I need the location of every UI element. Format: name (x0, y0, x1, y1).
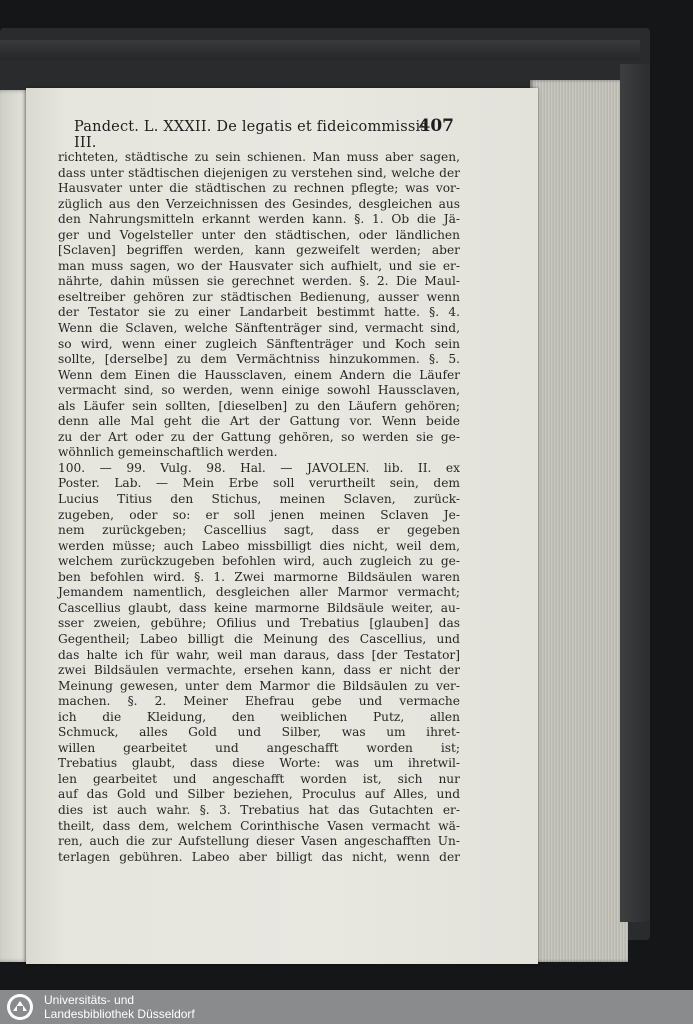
text-line: Gegentheil; Labeo billigt die Meinung des Cascellius, und (58, 631, 460, 646)
text-line: theilt, dass dem, welchem Corinthische Vasen vermacht wä- (58, 818, 460, 833)
text-line: ren, auch die zur Aufstellung dieser Vasen angeschafften Un- (58, 834, 460, 849)
library-name-line1: Universitäts- und (44, 993, 135, 1007)
text-line: ger und Vogelsteller unter den städtischen, oder ländlichen (58, 227, 460, 242)
text-line: Lucius Titius den Stichus, meinen Sclaven, zurück- (58, 492, 460, 507)
text-line: nährte, dahin müssen sie gerechnet werden. §. 2. Die Maul- (58, 274, 460, 289)
text-line: züglich aus den Verzeichnissen des Gesindes, desgleichen aus (58, 196, 460, 211)
text-line: Wenn die Sclaven, welche Sänftenträger sind, vermacht sind, (58, 321, 460, 336)
text-line: wöhnlich gemeinschaftlich werden. (58, 445, 278, 460)
page-header (74, 116, 454, 151)
text-line: machen. §. 2. Meiner Ehefrau gebe und vermache (58, 694, 460, 709)
text-line: sollte, [derselbe] zu dem Vermächtniss hinzukommen. §. 5. (58, 352, 460, 367)
page-block-edge (530, 80, 628, 962)
text-line: denn alle Mal geht die Art der Gattung vor. Wenn beide (58, 414, 460, 429)
text-line: ich die Kleidung, den weiblichen Putz, allen (58, 709, 460, 724)
text-line: Trebatius glaubt, dass diese Worte: was um ihretwil- (58, 756, 460, 771)
text-line: auf das Gold und Silber beziehen, Proculus auf Alles, und (58, 787, 460, 802)
library-name-line2: Landesbibliothek Düsseldorf (44, 1007, 195, 1021)
text-line: willen gearbeitet und angeschafft worden ist; (58, 740, 460, 755)
book-cover-right (620, 64, 650, 922)
left-page-sliver (0, 90, 28, 962)
text-line: so wird, wenn einer zugleich Sänftenträger und Koch sein (58, 336, 460, 351)
text-line: richteten, städtische zu sein schienen. Man muss aber sagen, (58, 150, 460, 164)
text-line: zugeben, oder so: er soll jenen meinen Sclaven Je- (58, 507, 460, 522)
text-line: Cascellius glaubt, dass keine marmorne Bildsäule weiter, au- (58, 600, 460, 615)
book-cover-top (0, 40, 640, 60)
text-line: zwei Bildsäulen vermachte, ersehen kann, dass er nicht der (58, 663, 460, 678)
text-line: das halte ich für wahr, weil man daraus, dass [der Testator] (58, 647, 460, 662)
text-line: len gearbeitet und angeschafft worden ist, sich nur (58, 771, 460, 786)
text-line: eseltreiber gehören zur städtischen Bedienung, ausser wenn (58, 289, 460, 304)
text-line: werden müsse; auch Labeo missbilligt dies nicht, weil dem, (58, 538, 460, 553)
text-line: welchem zurückzugeben befohlen wird, auch zugleich zu ge- (58, 554, 460, 569)
text-line: als Läufer sein sollten, [dieselben] zu den Läufern gehören; (58, 398, 460, 413)
text-line: dies ist auch wahr. §. 3. Trebatius hat das Gutachten er- (58, 802, 460, 817)
text-line: den Nahrungsmitteln erkannt werden kann. §. 1. Ob die Jä- (58, 212, 460, 227)
text-line: [Sclaven] begriffen werden, kann gezweifelt werden; aber (58, 243, 460, 258)
text-line: 100. — 99. Vulg. 98. Hal. — JAVOLEN. lib. II. ex (58, 460, 460, 475)
text-line: vermacht sind, so werden, wenn einige sowohl Haussclaven, (58, 383, 460, 398)
text-line: Poster. Lab. — Mein Erbe soll verurtheilt sein, dem (58, 476, 460, 491)
text-line: Schmuck, alles Gold und Silber, was um ihret- (58, 725, 460, 740)
running-head: Pandect. L. XXXII. De legatis et fideicommissis III. (74, 119, 428, 151)
text-line: zu der Art oder zu der Gattung gehören, so werden sie ge- (58, 429, 460, 444)
ulb-logo-icon[interactable] (6, 993, 34, 1021)
text-line: sser zweien, gebühre; Ofilius und Trebatius [glauben] das (58, 616, 460, 631)
text-line: Jemandem namentlich, desgleichen aller Marmor vermacht; (58, 585, 460, 600)
text-line: Meinung gewesen, unter dem Marmor die Bildsäulen zu ver- (58, 678, 460, 693)
text-line: ben befohlen wird. §. 1. Zwei marmorne Bildsäulen waren (58, 569, 460, 584)
text-line: nem zurückgeben; Cascellius sagt, dass er gegeben (58, 523, 460, 538)
library-footer (0, 990, 693, 1024)
text-line: terlagen gebühren. Labeo aber billigt das nicht, wenn der (58, 849, 460, 864)
text-line: Wenn dem Einen die Haussclaven, einem Andern die Läufer (58, 367, 460, 382)
text-line: dass unter städtischen diejenigen zu verstehen sind, welche der (58, 165, 460, 180)
page-number: 407 (418, 116, 454, 136)
text-line: man muss sagen, wo der Hausvater sich aufhielt, und sie er- (58, 258, 460, 273)
library-name[interactable] (44, 993, 195, 1021)
text-line: der Testator sie zu einer Landarbeit bestimmt hatte. §. 4. (58, 305, 460, 320)
text-line: Hausvater unter die städtischen zu rechnen pflegte; was vor- (58, 181, 460, 196)
body-text (58, 150, 460, 865)
